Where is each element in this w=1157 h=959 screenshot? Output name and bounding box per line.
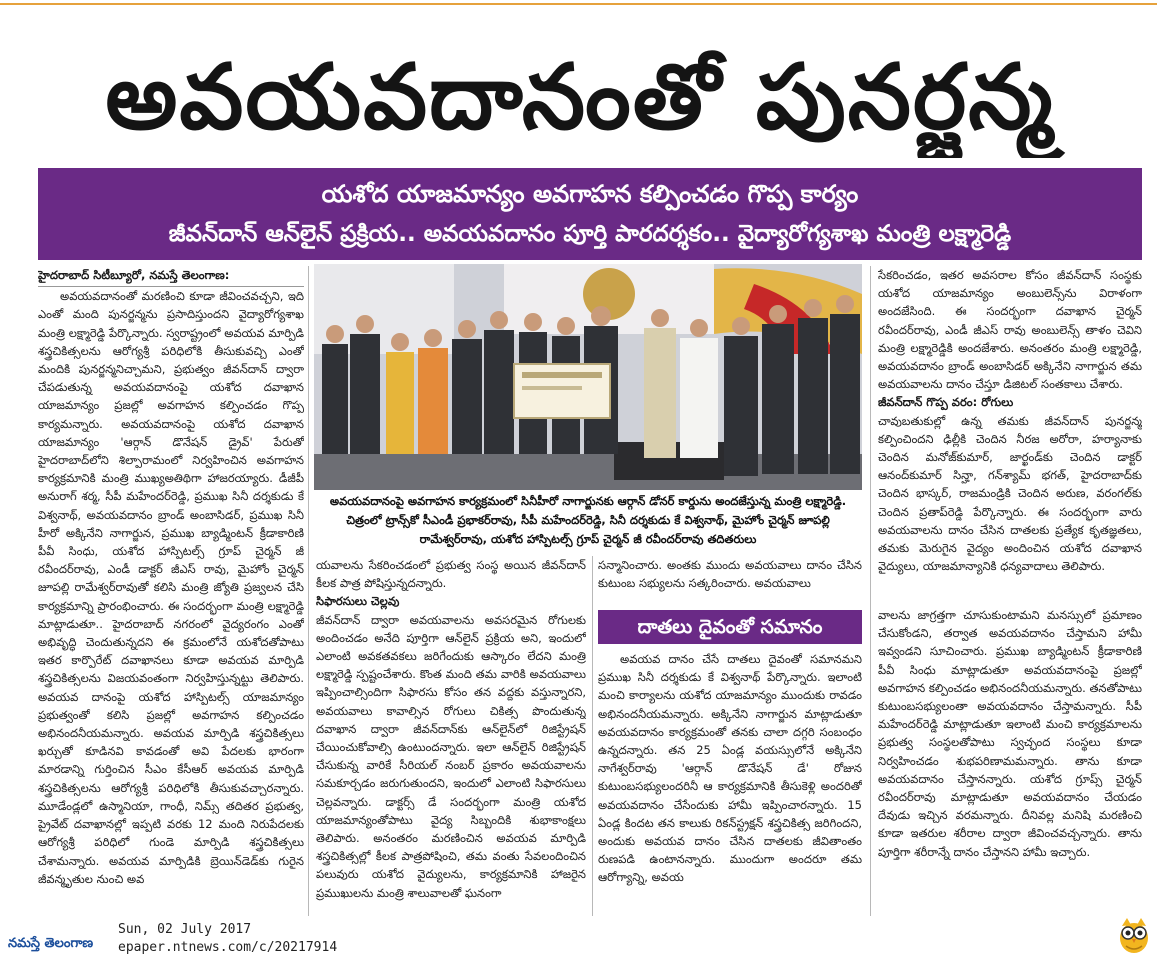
event-photo	[314, 264, 862, 490]
namasthe-telangana-logo	[6, 928, 114, 954]
headline: అవయవదానంతో పునర్జన్మ	[105, 45, 1055, 150]
owl-icon	[1118, 916, 1150, 954]
box-column-2	[878, 606, 1142, 916]
box-heading: దాతలు దైవంతో సమానం	[598, 610, 862, 644]
subheadline-banner	[38, 168, 1142, 260]
column-divider	[870, 266, 871, 916]
box-text-col1: అవయవ దానం చేసే దాతలు దైవంతో సమానమని ప్రముఖ సినీ దర్శకుడు కే విశ్వనాథ్ పేర్కొన్నారు. ఇలాంటి మంచి కార్యాలను యశోద యాజమాన్యం ముందుకు రావడం అభినందనీయమన్నారు. అక్కినేని నాగార్జున మాట్లాడుతూ అవయవదానం కార్యక్రమంతో తనకు చాలా దగ్గరి సంబంధం ఉన్నదన్నారు. తన 25 ఏండ్ల వయస్సులోనే అక్కినేని నాగేశ్వర్‌రావు 'ఆర్గాన్ డొనేషన్ డే' రోజున కుటుంబసభ్యులందరినీ ఆ కార్యక్రమానికి తీసుకెళ్లి అందరితో అవయవదానం చేసేందుకు హామీ ఇప్పించారన్నారు. 15 ఏండ్ల కిందట తన కాలుకు రికన్‌స్ట్రక్షన్ శస్త్రచికిత్స జరిగిందని, అందుకు అవయవ దానం చేసిన దాతలకు జీవితాంతం రుణపడి ఉంటానన్నారు. ముందుగా అందరూ తమ ఆరోగ్యాన్ని, అవయ	[598, 652, 862, 885]
box-column-1	[598, 650, 862, 916]
column-divider	[308, 266, 309, 916]
article-text-col4-cont: చావుబతుకుల్లో ఉన్న తమకు జీవన్‌దాన్ పునర్జన్మ కల్పించిందని ఢిల్లీకి చెందిన నీరజ అరోరా, హర్యానాకు చెందిన మనోజ్‌కుమార్, జార్ఖండ్‌కు చెందిన డాక్టర్ ఆనంద్‌కుమార్ సిన్హా, గన్‌శ్యామ్ భగత్, హైదరాబాద్‌కు చెందిన భాస్కర్, రాజమండ్రికి చెందిన అరుణ, వరంగల్‌కు చెందిన ప్రతాప్‌రెడ్డి పేర్కొన్నారు. ఈ సందర్భంగా వారు అవయవాలను దానం చేసిన దాతలకు ప్రత్యేక కృతజ్ఞతలు, తమకు మెరుగైన వైద్యం అందించిన యశోద దవాఖాన వైద్యులు, యాజమాన్యానికి ధన్యవాదాలు తెలిపారు.	[878, 413, 1142, 574]
footer-date: Sun, 02 July 2017	[118, 922, 252, 937]
footer-url[interactable]: epaper.ntnews.com/c/20217914	[118, 940, 338, 955]
event-photo-illustration	[314, 264, 862, 490]
top-rule	[0, 3, 1157, 5]
article-text-col2-cont: జీవన్‌దాన్ ద్వారా అవయవాలను అవసరమైన రోగులకు అందించడం అనేది పూర్తిగా ఆన్‌లైన్ ప్రక్రియ అని, ఇందులో ఎలాంటి అవకతవకలు జరిగేందుకు ఆస్కారం లేదని మంత్రి లక్ష్మారెడ్డి స్పష్టంచేశారు. కొంత మంది తమ వారికి అవయవాలు ఇప్పించాల్సిందిగా సిఫారసు కోసం తన వద్దకు వస్తున్నారని, అవయవాలు కావాల్సిన రోగులు చికిత్స పొందుతున్న దవాఖాన ద్వారా జీవన్‌దాన్‌కు ఆన్‌లైన్‌లో రిజిస్ట్రేషన్ చేయించుకోవాల్సి ఉంటుందన్నారు. ఇలా ఆన్‌లైన్ రిజిస్ట్రేషన్ చేసుకున్న వారికే సీరియల్ నంబర్ ప్రకారం అవయవాలను సమకూర్చడం జరుగుతుందని, ఇందులో ఎలాంటి సిఫారసులు చెల్లవన్నారు. డాక్టర్స్ డే సందర్భంగా మంత్రి యశోద యాజమాన్యంతోపాటు వైద్య సిబ్బందికి శుభాకాంక్షలు తెలిపారు. అనంతరం మరణించిన అవయవ మార్పిడి శస్త్రచికిత్సల్లో కీలక పాత్రపోషించి, తమ వంతు సేవలందించిన పలువురు యశోద వైద్యులను, కార్యక్రమానికి హాజరైన ప్రముఖులను మంత్రి శాలువాలతో ఘనంగా	[316, 612, 586, 900]
article-text-col4: సేకరించడం, ఇతర అవసరాల కోసం జీవన్‌దాన్ సంస్థకు యశోద యాజమాన్యం అంబులెన్స్‌ను విరాళంగా అందజేసింది. ఈ సందర్భంగా దవాఖాన చైర్మన్ రవీందర్‌రావు, ఎండీ జీఎస్ రావు అంబులెన్స్ తాళం చెవిని మంత్రి లక్ష్మారెడ్డికి అందజేశారు. అనంతరం మంత్రి లక్ష్మారెడ్డి, అవయవదానం బ్రాండ్ అంబాసిడర్ అక్కినేని నాగార్జున తమ అవయవాలను దానం చేస్తూ డిజిటల్ సంతకాలు చేశారు.	[878, 268, 1142, 392]
article-text-col3: సన్మానించారు. అంతకు ముందు అవయవాలు దానం చేసిన కుటుంబ సభ్యులను సత్కరించారు. అవయవాలు	[598, 558, 862, 591]
column-divider	[592, 556, 593, 916]
subhead-jeevandan-boon: జీవన్‌దాన్ గొప్ప వరం: రోగులు	[878, 395, 1014, 410]
box-text-col2: వాలను జాగ్రత్తగా చూసుకుంటామని మనస్సులో ప్రమాణం చేసుకోండని, తర్వాత అవయవదానం చేస్తామని హామీ ఇవ్వండని సూచించారు. ప్రముఖ బ్యాడ్మింటన్ క్రీడాకారిణి పీవీ సింధు మాట్లాడుతూ అవయవదానంపై ప్రజల్లో అవగాహన కల్పించడం అభినందనీయమన్నారు. తనతోపాటు కుటుంబసభ్యులంతా అవయవదానం చేస్తామన్నారు. సీపీ మహేందర్‌రెడ్డి మాట్లాడుతూ ఇలాంటి మంచి కార్యక్రమాలను ప్రభుత్వ సంస్థలతోపాటు స్వచ్ఛంద సంస్థలు కూడా నిర్వహించడం శుభపరిణామమన్నారు. తాను కూడా అవయవదానం చేస్తానన్నారు. యశోద గ్రూప్స్ చైర్మన్ రవీందర్‌రావు మాట్లాడుతూ అవయవదానం చేయడం దేవుడు ఇచ్చిన వరమన్నారు. దీనివల్ల మనిషి మరణించి కూడా ఇతరుల శరీరాల ద్వారా జీవించవచ్చన్నారు. తాను పూర్తిగా శరీరాన్నే దానం చేస్తానని హామీ ఇచ్చారు.	[878, 608, 1142, 859]
article-column-2	[316, 556, 586, 916]
article-column-1	[38, 266, 304, 916]
article-column-3-top	[598, 556, 862, 596]
photo-caption: అవయవదానంపై అవగాహన కార్యక్రమంలో సినీహీరో నాగార్జునకు ఆర్గాన్ డోనర్ కార్డును అందజేస్తున్న మంత్రి లక్ష్మారెడ్డి. చిత్రంలో ట్రాన్స్‌కో సీఎండీ ప్రభాకర్‌రావు, సీపీ మహేందర్‌రెడ్డి, సినీ దర్శకుడు కే విశ్వనాథ్, మైహోం చైర్మన్ జూపల్లి రామేశ్వర్‌రావు, యశోద హాస్పిటల్స్ గ్రూప్ చైర్మన్ జీ రవీందర్‌రావు తదితరులు	[329, 494, 847, 546]
subheadline-2: జీవన్‌దాన్ ఆన్‌లైన్ ప్రక్రియ.. అవయవదానం పూర్తి పారదర్శకం.. వైద్యారోగ్యశాఖ మంత్రి లక్ష్మారెడ్డి	[168, 221, 1012, 247]
article-column-4	[878, 266, 1142, 594]
subhead-no-recommendations: సిఫారసులు చెల్లవు	[316, 594, 400, 609]
article-text-col2: యవాలను సేకరించడంలో ప్రభుత్వ సంస్థ అయిన జీవన్‌దాన్ కీలక పాత్ర పోషిస్తున్నదన్నారు.	[316, 558, 586, 591]
logo-text: నమస్తే తెలంగాణ	[8, 936, 94, 951]
subheadline-1: యశోద యాజమాన్యం అవగాహన కల్పించడం గొప్ప కార్యం	[321, 180, 859, 208]
dateline: హైదరాబాద్ సిటీబ్యూరో, నమస్తే తెలంగాణ:	[38, 266, 304, 287]
article-text-col1: అవయవదానంతో మరణించి కూడా జీవించవచ్చని, ఇది ఎంతో మంది పునర్జన్మను ప్రసాదిస్తుందని వైద్యారోగ్యశాఖ మంత్రి లక్ష్మారెడ్డి పేర్కొన్నారు. స్వరాష్ట్రంలో అవయవ మార్పిడి శస్త్రచికిత్సలను ఆరోగ్యశ్రీ పరిధిలోకి తీసుకువచ్చి ఎంతో మందికి పునర్జన్మనిచ్చామని, ప్రభుత్వం జీవన్‌దాన్ ద్వారా చేపడుతున్న అవయవదానంపై యశోద దవాఖాన యాజమాన్యం ప్రజల్లో అవగాహన కల్పించడం గొప్ప కార్యమన్నారు. అవయవదానంపై యశోద దవాఖాన యాజమాన్యం 'ఆర్గాన్ డొనేషన్ డ్రైవ్' పేరుతో హైదరాబాద్‌లోని శిల్పారామంలో నిర్వహించిన అవగాహన కార్యక్రమానికి మంత్రి ముఖ్యఅతిథిగా హాజరయ్యారు. డీజీపీ అనురాగ్ శర్మ, సీపీ మహేందర్‌రెడ్డి, ప్రముఖ సినీ దర్శకుడు కే విశ్వనాథ్, అవయవదానం బ్రాండ్ అంబాసిడర్, ప్రముఖ సినీ హీరో అక్కినేని నాగార్జున, ప్రముఖ బ్యాడ్మింటన్ క్రీడాకారిణి పీవీ సింధు, యశోద హాస్పిటల్స్ గ్రూప్ చైర్మన్ జీ రవీందర్‌రావు, ఎండీ డాక్టర్ జీఎస్ రావు, మైహోం చైర్మన్ జూపల్లి రామేశ్వర్‌రావుతో కలిసి మంత్రి జ్యోతి ప్రజ్వలన చేసి కార్యక్రమాన్ని ప్రారంభించారు. ఈ సందర్భంగా మంత్రి లక్ష్మారెడ్డి మాట్లాడుతూ.. హైదరాబాద్ నగరంలో వైద్యరంగం ఎంతో అభివృద్ధి చెందుతున్నదని ఈ క్రమంలోనే యశోదతోపాటు ఇతర కార్పొరేట్ దవాఖానలు కూడా అవయవ మార్పిడి శస్త్రచికిత్సలను విజయవంతంగా నిర్వహిస్తున్నట్టు తెలిపారు. అవయవ దానంపై యశోద హాస్పిటల్స్ యాజమాన్యం ప్రభుత్వంతో కలిసి ప్రజల్లో అవగాహన కల్పించడం అభినందనీయమన్నారు. అవయవ మార్పిడి శస్త్రచికిత్సలు ఖర్చుతో కూడినవి కావడంతో అవి పేదలకు భారంగా మారడాన్ని గుర్తించిన సీఎం కేసీఆర్ అవయవ మార్పిడి శస్త్రచికిత్సలను ఆరోగ్యశ్రీ పరిధిలోకి తీసుకువచ్చారన్నారు. మూడేండ్లలో ఉస్మానియా, గాంధీ, నిమ్స్ తదితర ప్రభుత్వ, ప్రైవేట్ దవాఖానల్లో ఇప్పటి వరకు 12 మంది నిరుపేదలకు ఆరోగ్యశ్రీ పరిధిలో గుండె మార్పిడి శస్త్రచికిత్సలు చేశామన్నారు. అవయవ మార్పిడికి బ్రెయిన్‌డెడ్‌కు గురైన జీవన్మృతుల నుంచి అవ	[38, 289, 304, 886]
